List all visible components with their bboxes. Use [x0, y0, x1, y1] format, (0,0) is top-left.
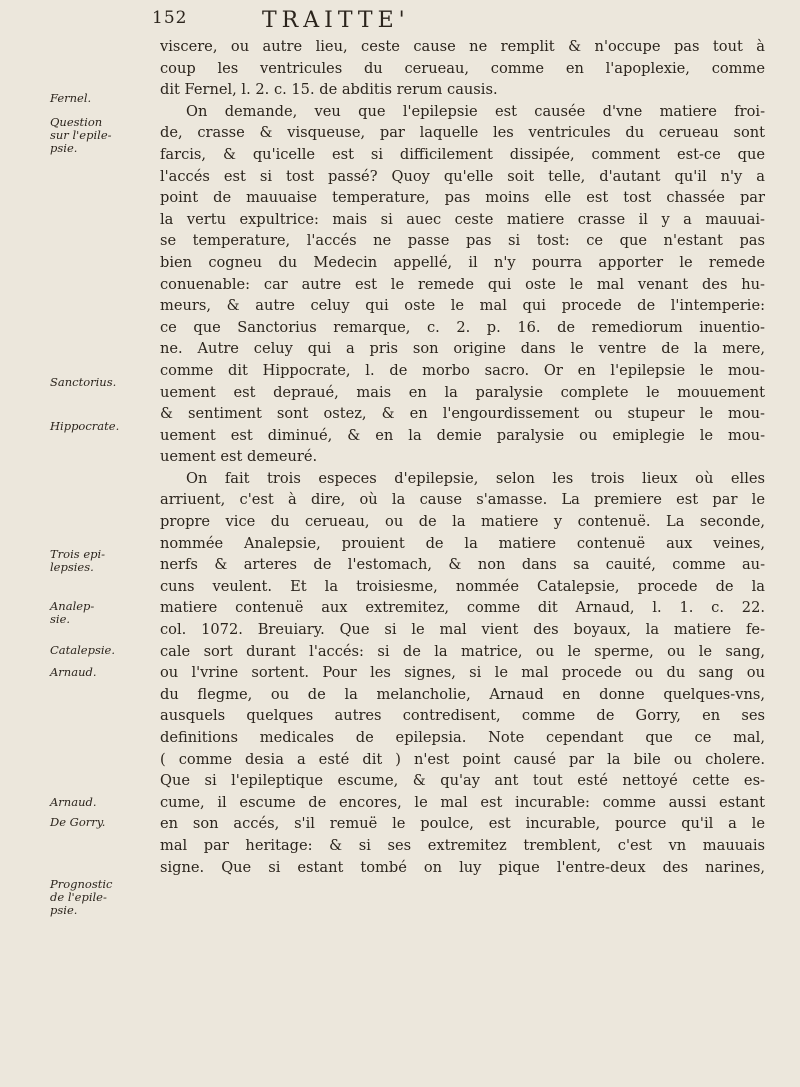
text-line: en son accés, s'il remuë le poulce, est incurable, pource qu'il a le [160, 815, 765, 833]
margin-note: Hippocrate. [50, 419, 120, 433]
text-line: cume, il escume de encores, le mal est incurable: comme aussi estant [160, 793, 765, 811]
page-header [0, 8, 800, 38]
text-line: coup les ventricules du cerueau, comme en l'apoplexie, comme [160, 59, 765, 77]
margin-note: Analep- sie. [50, 599, 95, 626]
text-line: farcis, & qu'icelle est si difficilement dissipée, comment est-ce que [160, 145, 765, 163]
text-line: la vertu expultrice: mais si auec ceste matiere crasse il y a mauuai- [160, 210, 765, 228]
text-line: signe. Que si estant tombé on luy pique l'entre-deux des narines, [160, 858, 765, 876]
text-line: comme dit Hippocrate, l. de morbo sacro. Or en l'epilepsie le mou- [160, 361, 765, 379]
text-line: ne. Autre celuy qui a pris son origine dans le ventre de la mere, [160, 340, 765, 358]
text-line: definitions medicales de epilepsia. Note cependant que ce mal, [160, 729, 765, 746]
text-line: viscere, ou autre lieu, ceste cause ne remplit & n'occupe pas tout à [160, 38, 765, 55]
text-line: se temperature, l'accés ne passe pas si tost: ce que n'estant pas [160, 232, 765, 250]
text-line: bien cogneu du Medecin appellé, il n'y pourra apporter le remede [160, 253, 765, 271]
text-line: matiere contenuë aux extremitez, comme dit Arnaud, l. 1. c. 22. [160, 599, 765, 617]
text-line: arriuent, c'est à dire, où la cause s'amasse. La premiere est par le [160, 491, 765, 509]
text-line: cale sort durant l'accés: si de la matrice, ou le sperme, ou le sang, [160, 642, 765, 660]
text-line: ce que Sanctorius remarque, c. 2. p. 16. de remediorum inuentio- [160, 318, 765, 336]
margin-note: Sanctorius. [50, 375, 117, 389]
text-line: uement est depraué, mais en la paralysie complete le mouuement [160, 383, 765, 401]
page-number: 152 [152, 8, 188, 28]
margin-note: Catalepsie. [50, 643, 116, 657]
margin-note: Trois epi- lepsies. [50, 547, 106, 574]
text-line: & sentiment sont ostez, & en l'engourdissement ou stupeur le mou- [160, 405, 765, 423]
margin-note: De Gorry. [50, 815, 106, 829]
text-line: conuenable: car autre est le remede qui oste le mal venant des hu- [160, 275, 765, 293]
text-line: Que si l'epileptique escume, & qu'ay ant tout esté nettoyé cette es- [160, 772, 765, 790]
text-line: col. 1072. Breuiary. Que si le mal vient des boyaux, la matiere fe- [160, 621, 765, 639]
text-line: ou l'vrine sortent. Pour les signes, si le mal procede ou du sang ou [160, 664, 765, 682]
margin-note: Question sur l'epile- psie. [50, 115, 112, 155]
text-line: l'accés est si tost passé? Quoy qu'elle soit telle, d'autant qu'il n'y a [160, 167, 765, 185]
margin-note: Arnaud. [50, 795, 97, 809]
text-line: On fait trois especes d'epilepsie, selon les trois lieux où elles [186, 469, 765, 487]
text-line: dit Fernel, l. 2. c. 15. de abditis rerum causis. [160, 81, 498, 99]
text-line: propre vice du cerueau, ou de la matiere y contenuë. La seconde, [160, 513, 765, 531]
text-line: ausquels quelques autres contredisent, comme de Gorry, en ses [160, 707, 765, 725]
text-line: uement est demeuré. [160, 448, 318, 466]
text-line: ( comme desia a esté dit ) n'est point causé par la bile ou cholere. [160, 750, 765, 768]
text-line: cuns veulent. Et la troisiesme, nommée Catalepsie, procede de la [160, 577, 765, 595]
text-line: mal par heritage: & si ses extremitez tremblent, c'est vn mauuais [160, 836, 765, 854]
running-title: TRAITTE' [262, 8, 410, 33]
margin-note: Fernel. [50, 91, 92, 105]
text-line: On demande, veu que l'epilepsie est causée d'vne matiere froi- [186, 102, 765, 120]
text-line: du flegme, ou de la melancholie, Arnaud en donne quelques-vns, [160, 685, 765, 703]
text-line: nommée Analepsie, prouient de la matiere contenuë aux veines, [160, 534, 765, 552]
text-line: uement est diminué, & en la demie paralysie ou emiplegie le mou- [160, 426, 765, 444]
margin-note: Arnaud. [50, 665, 97, 679]
margin-note: Prognostic de l'epile- psie. [50, 877, 113, 917]
text-line: point de mauuaise temperature, pas moins elle est tost chassée par [160, 189, 765, 207]
text-line: nerfs & arteres de l'estomach, & non dans sa cauité, comme au- [160, 556, 765, 574]
text-line: meurs, & autre celuy qui oste le mal qui procede de l'intemperie: [160, 297, 765, 315]
body-text [160, 36, 765, 878]
text-line: de, crasse & visqueuse, par laquelle les ventricules du cerueau sont [160, 124, 765, 142]
